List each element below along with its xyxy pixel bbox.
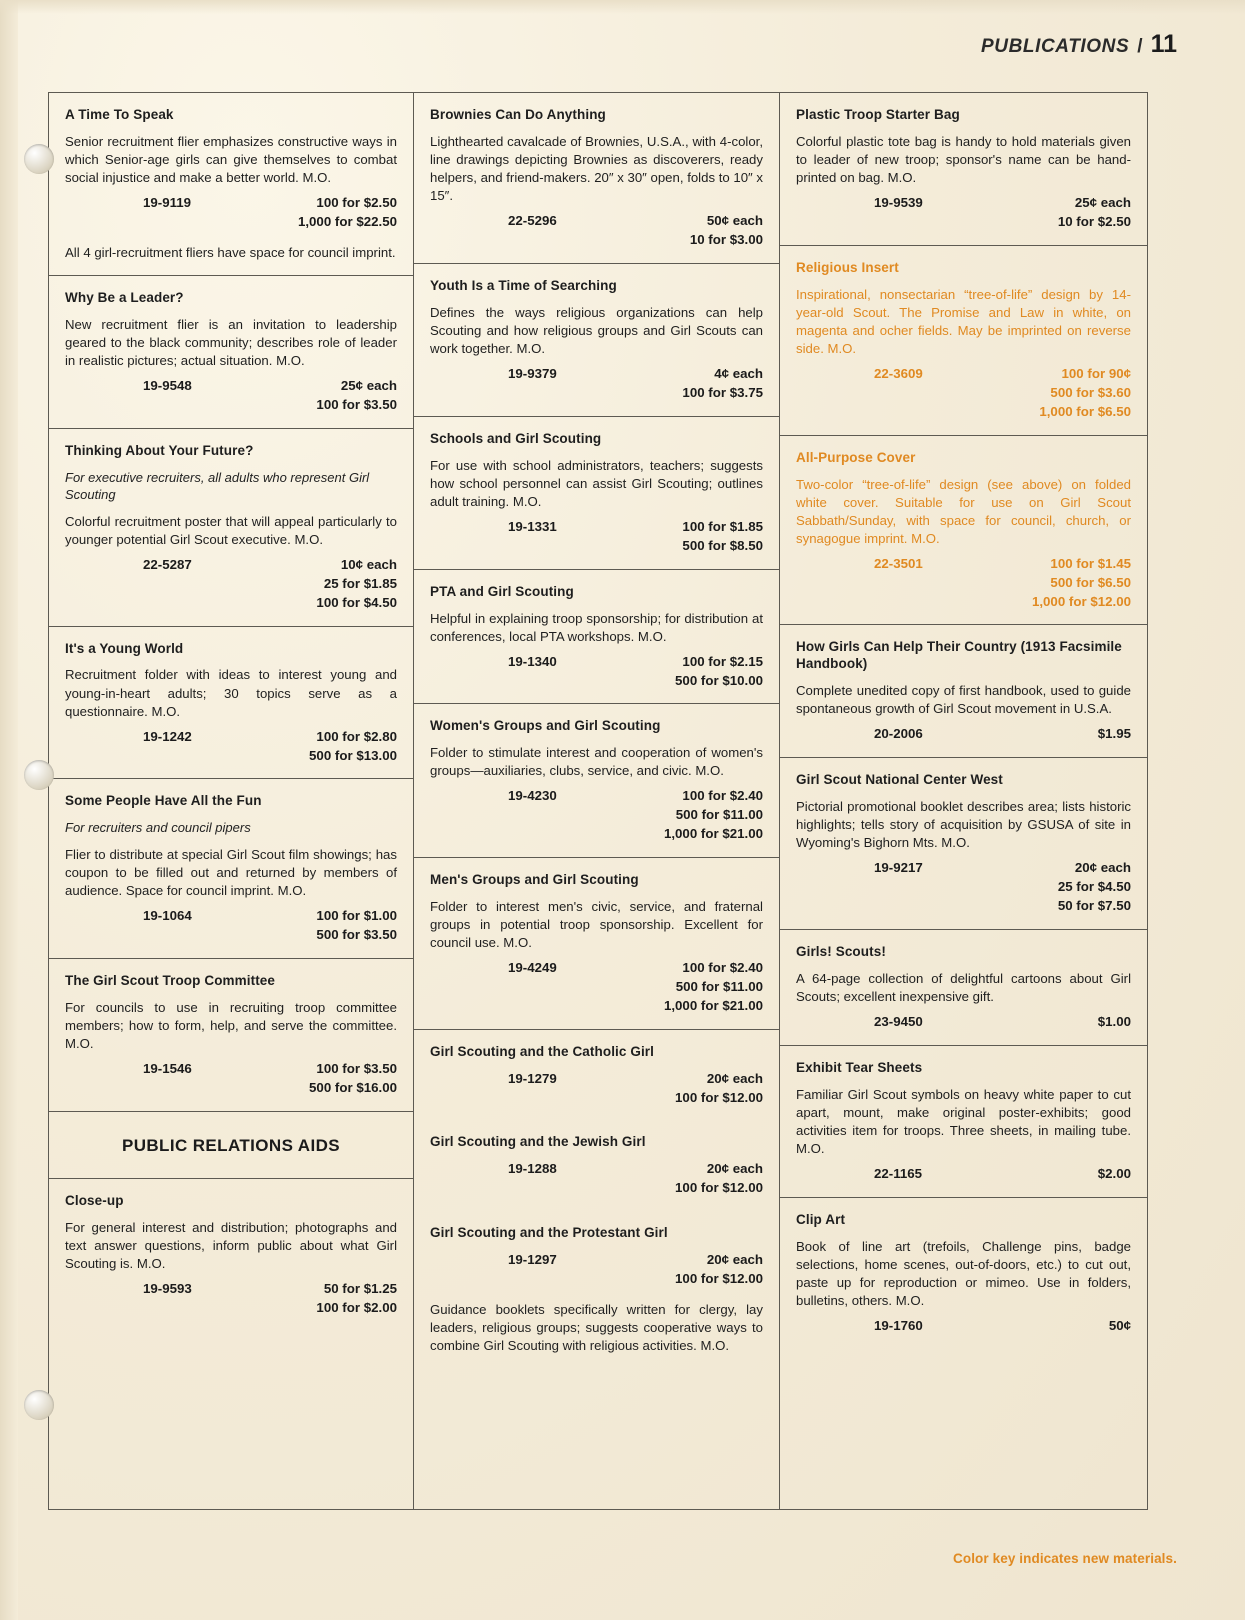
price-row xyxy=(65,1060,397,1079)
binder-hole xyxy=(24,760,54,790)
entry-price-block xyxy=(796,555,1131,612)
item-price: 100 for $4.50 xyxy=(316,594,397,610)
item-price: 10 for $3.00 xyxy=(689,232,763,248)
entry-title: PTA and Girl Scouting xyxy=(430,583,574,599)
item-price: 4¢ each xyxy=(714,366,763,382)
item-code: 22-1165 xyxy=(874,1166,923,1182)
catalog-column-2 xyxy=(414,92,780,1510)
item-price: 100 for $2.15 xyxy=(682,653,763,669)
price-row xyxy=(430,787,763,806)
price-row xyxy=(65,728,397,747)
item-price: 50¢ xyxy=(1108,1318,1131,1334)
item-price: 25¢ each xyxy=(1074,195,1131,211)
item-code: 19-1297 xyxy=(508,1251,557,1267)
price-row xyxy=(430,537,763,556)
entry-title: Some People Have All the Fun xyxy=(65,793,262,809)
item-price: 50 for $7.50 xyxy=(1057,898,1131,914)
price-row xyxy=(796,574,1131,593)
item-price: 100 for $1.85 xyxy=(682,518,763,534)
item-price: 100 for $3.50 xyxy=(316,1060,397,1076)
binder-hole xyxy=(24,1390,54,1420)
catalog-entry xyxy=(49,276,413,429)
price-row xyxy=(65,556,397,575)
catalog-column-3 xyxy=(780,92,1148,1510)
page-header xyxy=(981,30,1177,59)
entry-price-block xyxy=(65,907,397,945)
price-row xyxy=(430,653,763,672)
header-separator: / xyxy=(1137,36,1143,57)
price-row xyxy=(430,365,763,384)
entry-price-block xyxy=(65,1060,397,1098)
item-code: 19-9539 xyxy=(874,195,923,211)
entry-description: For councils to use in recruiting troop committee members; how to form, help, and serve the committee. M.O. xyxy=(65,999,397,1051)
entry-subtitle: For executive recruiters, all adults who represent Girl Scouting xyxy=(65,469,370,503)
item-price: 100 for $3.75 xyxy=(682,384,763,400)
item-price: 50 for $1.25 xyxy=(323,1280,397,1296)
entry-description: A 64-page collection of delightful cartoons about Girl Scouts; excellent inexpensive gift. xyxy=(796,970,1131,1004)
catalog-entry xyxy=(49,1179,413,1331)
item-code: 19-1288 xyxy=(508,1161,557,1177)
catalog-entry xyxy=(780,1046,1147,1198)
item-price: 25 for $1.85 xyxy=(323,575,397,591)
price-row xyxy=(65,396,397,415)
entry-price-block xyxy=(430,1160,763,1198)
price-row xyxy=(65,926,397,945)
price-row xyxy=(430,1160,763,1179)
catalog-entry xyxy=(414,93,779,264)
entry-description: Senior recruitment flier emphasizes constructive ways in which Senior-age girls can give themselves to combat social injustice and make a better world. M.O. xyxy=(65,133,397,186)
entry-price-block xyxy=(796,1317,1131,1336)
catalog-columns xyxy=(48,92,1148,1510)
item-code: 19-4249 xyxy=(508,960,557,976)
item-code: 20-2006 xyxy=(874,726,923,742)
entry-title: Why Be a Leader? xyxy=(65,289,184,305)
entry-description: Colorful plastic tote bag is handy to hold materials given to leader of new troop; sponsor's name can be hand-printed on bag. M.O. xyxy=(796,133,1131,186)
item-price: 500 for $10.00 xyxy=(675,672,763,688)
item-price: 100 for 90¢ xyxy=(1061,366,1131,382)
entry-price-block xyxy=(796,1165,1131,1184)
catalog-entry xyxy=(414,858,779,1030)
item-code: 22-3609 xyxy=(874,366,923,382)
price-row xyxy=(796,593,1131,612)
item-price: 500 for $3.60 xyxy=(1050,384,1131,400)
price-row xyxy=(65,213,397,232)
entry-price-block xyxy=(796,365,1131,422)
catalog-entry xyxy=(780,436,1147,626)
price-row xyxy=(430,825,763,844)
item-price: 100 for $12.00 xyxy=(675,1180,763,1196)
entry-title: Clip Art xyxy=(796,1211,846,1227)
entry-description: Lighthearted cavalcade of Brownies, U.S.A., with 4-color, line drawings depicting Brownies as discoverers, ready helpers, and friend-makers. 20″ x 30″ open, folds to 10″ x 15″. xyxy=(430,133,763,204)
item-code: 19-1242 xyxy=(143,728,192,744)
page-edge-shadow xyxy=(0,0,18,1620)
item-price: 100 for $12.00 xyxy=(675,1089,763,1105)
entry-title: Youth Is a Time of Searching xyxy=(430,277,617,293)
item-code: 19-9119 xyxy=(143,195,192,211)
item-code: 19-1064 xyxy=(143,908,192,924)
price-row xyxy=(796,213,1131,232)
item-price: 1,000 for $12.00 xyxy=(1031,593,1131,609)
item-code: 19-9217 xyxy=(874,860,923,876)
price-row xyxy=(430,806,763,825)
price-row xyxy=(430,978,763,997)
price-row xyxy=(796,1165,1131,1184)
entry-description: Familiar Girl Scout symbols on heavy white paper to cut apart, mount, make original poster-exhibits; good activities item for troops. Three sheets, in mailing tube. M.O. xyxy=(796,1086,1131,1157)
item-code: 23-9450 xyxy=(874,1014,923,1030)
entry-title: Religious Insert xyxy=(796,259,899,275)
entry-description: For use with school administrators, teachers; suggests how school personnel can assist Girl Scouting; outlines adult training. M.O. xyxy=(430,457,763,509)
price-row xyxy=(430,1251,763,1270)
price-row xyxy=(65,747,397,766)
item-price: 10¢ each xyxy=(340,556,397,572)
item-price: 20¢ each xyxy=(706,1070,763,1086)
entry-title: Girl Scout National Center West xyxy=(796,772,1003,788)
price-row xyxy=(430,1179,763,1198)
entry-title: Girl Scouting and the Catholic Girl xyxy=(430,1043,655,1059)
price-row xyxy=(65,575,397,594)
entry-price-block xyxy=(430,518,763,556)
section-heading: PUBLIC RELATIONS AIDS xyxy=(49,1112,413,1179)
price-row xyxy=(430,959,763,978)
item-price: 100 for $2.80 xyxy=(316,728,397,744)
item-price: 20¢ each xyxy=(706,1161,763,1177)
price-row xyxy=(65,594,397,613)
price-row xyxy=(430,672,763,691)
entry-price-block xyxy=(65,556,397,613)
entry-title: All-Purpose Cover xyxy=(796,449,916,465)
item-price: 100 for $2.40 xyxy=(682,788,763,804)
entry-price-block xyxy=(430,212,763,250)
price-row xyxy=(796,365,1131,384)
item-price: 10 for $2.50 xyxy=(1057,213,1131,229)
price-row xyxy=(796,403,1131,422)
price-row xyxy=(430,231,763,250)
price-row xyxy=(430,518,763,537)
catalog-entry xyxy=(49,779,413,958)
entry-price-block xyxy=(65,728,397,766)
item-price: 500 for $8.50 xyxy=(682,537,763,553)
entry-title: Girl Scouting and the Jewish Girl xyxy=(430,1134,646,1150)
item-price: 500 for $3.50 xyxy=(316,926,397,942)
catalog-entry xyxy=(414,264,779,417)
item-price: 1,000 for $21.00 xyxy=(663,997,763,1013)
entry-description: Colorful recruitment poster that will appeal particularly to younger potential Girl Scout executive. M.O. xyxy=(65,513,397,547)
entry-note: All 4 girl-recruitment fliers have space for council imprint. xyxy=(65,244,396,260)
catalog-entry xyxy=(780,930,1147,1046)
entry-title: It's a Young World xyxy=(65,640,184,656)
entry-title: Thinking About Your Future? xyxy=(65,442,254,458)
item-code: 22-5296 xyxy=(508,213,557,229)
price-row xyxy=(796,725,1131,744)
item-code: 22-3501 xyxy=(874,555,923,571)
price-row xyxy=(796,878,1131,897)
entry-description: Folder to stimulate interest and cooperation of women's groups—auxiliaries, clubs, service, and civic. M.O. xyxy=(430,745,763,779)
price-row xyxy=(430,1089,763,1108)
price-row xyxy=(65,377,397,396)
entry-title: Girl Scouting and the Protestant Girl xyxy=(430,1225,668,1241)
entry-title: Plastic Troop Starter Bag xyxy=(796,107,960,122)
entry-price-block xyxy=(796,1013,1131,1032)
catalog-entry xyxy=(780,1198,1147,1349)
catalog-entry xyxy=(414,1120,779,1211)
entry-price-block xyxy=(65,194,397,232)
entry-price-block xyxy=(796,725,1131,744)
catalog-entry xyxy=(414,704,779,858)
catalog-entry xyxy=(49,429,413,627)
item-code: 19-1340 xyxy=(508,653,557,669)
item-price: 500 for $13.00 xyxy=(309,747,397,763)
item-code: 19-9593 xyxy=(143,1280,192,1296)
entry-title: How Girls Can Help Their Country (1913 Facsimile Handbook) xyxy=(796,639,1122,672)
price-row xyxy=(65,1079,397,1098)
entry-description-secondary: Guidance booklets specifically written for clergy, lay leaders, religious groups; suggests cooperative ways to combine Girl Scouting with religious activities. M.O. xyxy=(430,1301,763,1353)
entry-description: Complete unedited copy of first handbook, used to guide spontaneous growth of Girl Scout movement in U.S.A. xyxy=(796,683,1131,717)
catalog-entry xyxy=(780,246,1147,436)
price-row xyxy=(796,897,1131,916)
page-top-shadow xyxy=(0,0,1245,14)
price-row xyxy=(65,1299,397,1318)
entry-price-block xyxy=(430,787,763,844)
entry-title: Exhibit Tear Sheets xyxy=(796,1059,923,1075)
item-price: 50¢ each xyxy=(706,213,763,229)
item-price: 100 for $2.40 xyxy=(682,960,763,976)
price-row xyxy=(430,1270,763,1289)
entry-description: Inspirational, nonsectarian “tree-of-life” design by 14-year-old Scout. The Promise and Law in white, on magenta and ocher fields. May be imprinted on reverse side. M.O. xyxy=(796,286,1131,356)
entry-price-block xyxy=(430,959,763,1016)
price-row xyxy=(796,555,1131,574)
entry-description: Helpful in explaining troop sponsorship; for distribution at conferences, local PTA workshops. M.O. xyxy=(430,610,763,644)
item-price: $2.00 xyxy=(1097,1166,1131,1182)
page-number: 11 xyxy=(1150,30,1177,58)
catalog-entry xyxy=(414,417,779,570)
item-price: 100 for $2.00 xyxy=(316,1299,397,1315)
price-row xyxy=(796,384,1131,403)
item-price: 25 for $4.50 xyxy=(1057,879,1131,895)
price-row xyxy=(430,1070,763,1089)
entry-description: Defines the ways religious organizations can help Scouting and how religious groups and Girl Scouts can work together. M.O. xyxy=(430,304,763,356)
entry-price-block xyxy=(430,1251,763,1289)
entry-description: Two-color “tree-of-life” design (see above) on folded white cover. Suitable for use on Girl Scout Sabbath/Sunday, with space for council, church, or synagogue imprint. M.O. xyxy=(796,476,1131,546)
price-row xyxy=(796,1317,1131,1336)
item-price: 500 for $11.00 xyxy=(675,979,763,995)
item-code: 19-9548 xyxy=(143,378,192,394)
entry-price-block xyxy=(430,1070,763,1108)
entry-description: New recruitment flier is an invitation to leadership geared to the black community; describes role of leader in realistic pictures; actual situation. M.O. xyxy=(65,316,397,368)
entry-description: Flier to distribute at special Girl Scout film showings; has coupon to be filled out and returned by members of audience. Space for council imprint. M.O. xyxy=(65,846,397,898)
header-title: PUBLICATIONS xyxy=(980,36,1130,57)
price-row xyxy=(796,194,1131,213)
entry-title: Girls! Scouts! xyxy=(796,944,886,959)
entry-price-block xyxy=(796,194,1131,232)
entry-price-block xyxy=(796,859,1131,916)
item-price: 1,000 for $21.00 xyxy=(663,826,763,842)
price-row xyxy=(796,859,1131,878)
item-price: 100 for $2.50 xyxy=(316,195,397,211)
entry-description: Book of line art (trefoils, Challenge pins, badge selections, home scenes, out-of-doors, etc.) to cut out, paste up for reproduction or mimeo. Use in folders, bulletins, others. M.O. xyxy=(796,1238,1131,1309)
entry-title: The Girl Scout Troop Committee xyxy=(65,972,276,988)
entry-title: A Time To Speak xyxy=(65,107,174,122)
entry-description: Recruitment folder with ideas to interest young and young-in-heart adults; 30 topics serve as a questionnaire. M.O. xyxy=(65,667,397,719)
entry-price-block xyxy=(65,377,397,415)
entry-title: Close-up xyxy=(65,1192,124,1208)
catalog-entry xyxy=(414,1030,779,1121)
item-price: $1.95 xyxy=(1097,726,1131,742)
price-row xyxy=(796,1013,1131,1032)
entry-price-block xyxy=(430,365,763,403)
item-price: 1,000 for $22.50 xyxy=(297,213,397,229)
item-code: 19-4230 xyxy=(508,788,557,804)
item-price: $1.00 xyxy=(1097,1014,1131,1030)
catalog-column-1 xyxy=(48,92,414,1510)
binder-hole xyxy=(24,144,54,174)
price-row xyxy=(65,907,397,926)
catalog-entry xyxy=(49,627,413,780)
item-price: 20¢ each xyxy=(1074,860,1131,876)
entry-title: Schools and Girl Scouting xyxy=(430,430,602,446)
price-row xyxy=(430,997,763,1016)
catalog-entry xyxy=(780,93,1147,246)
item-code: 19-9379 xyxy=(508,366,557,382)
entry-description: Folder to interest men's civic, service, and fraternal groups in potential troop sponsorship. Excellent for council use. M.O. xyxy=(430,898,763,951)
item-code: 19-1279 xyxy=(508,1070,557,1086)
price-row xyxy=(430,212,763,231)
color-key-note: Color key indicates new materials. xyxy=(953,1551,1177,1566)
price-row xyxy=(65,1280,397,1299)
item-price: 500 for $6.50 xyxy=(1050,574,1131,590)
item-code: 19-1760 xyxy=(874,1318,923,1334)
price-row xyxy=(65,194,397,213)
entry-price-block xyxy=(65,1280,397,1318)
catalog-entry xyxy=(414,1211,779,1368)
catalog-entry xyxy=(780,758,1147,930)
item-price: 25¢ each xyxy=(340,378,397,394)
item-price: 500 for $16.00 xyxy=(309,1079,397,1095)
entry-description: For general interest and distribution; photographs and text answer questions, inform public about what Girl Scouting is. M.O. xyxy=(65,1219,397,1271)
catalog-entry xyxy=(414,570,779,705)
entry-description: Pictorial promotional booklet describes area; lists historic highlights; tells story of acquisition by GSUSA of site in Wyoming's Bighorn Mts. M.O. xyxy=(796,799,1131,851)
catalog-entry xyxy=(49,93,413,276)
entry-title: Men's Groups and Girl Scouting xyxy=(430,872,639,888)
item-price: 500 for $11.00 xyxy=(675,807,763,823)
item-price: 1,000 for $6.50 xyxy=(1039,403,1131,419)
item-code: 22-5287 xyxy=(143,556,192,572)
item-price: 100 for $1.00 xyxy=(316,908,397,924)
item-code: 19-1546 xyxy=(143,1060,192,1076)
entry-title: Women's Groups and Girl Scouting xyxy=(430,718,661,734)
item-code: 19-1331 xyxy=(508,518,557,534)
catalog-entry xyxy=(780,625,1147,758)
entry-subtitle: For recruiters and council pipers xyxy=(65,820,251,836)
entry-title: Brownies Can Do Anything xyxy=(430,107,606,122)
price-row xyxy=(430,384,763,403)
item-price: 100 for $3.50 xyxy=(316,396,397,412)
item-price: 100 for $1.45 xyxy=(1050,555,1131,571)
entry-price-block xyxy=(430,653,763,691)
catalog-entry xyxy=(49,959,413,1112)
item-price: 100 for $12.00 xyxy=(675,1270,763,1286)
item-price: 20¢ each xyxy=(706,1251,763,1267)
